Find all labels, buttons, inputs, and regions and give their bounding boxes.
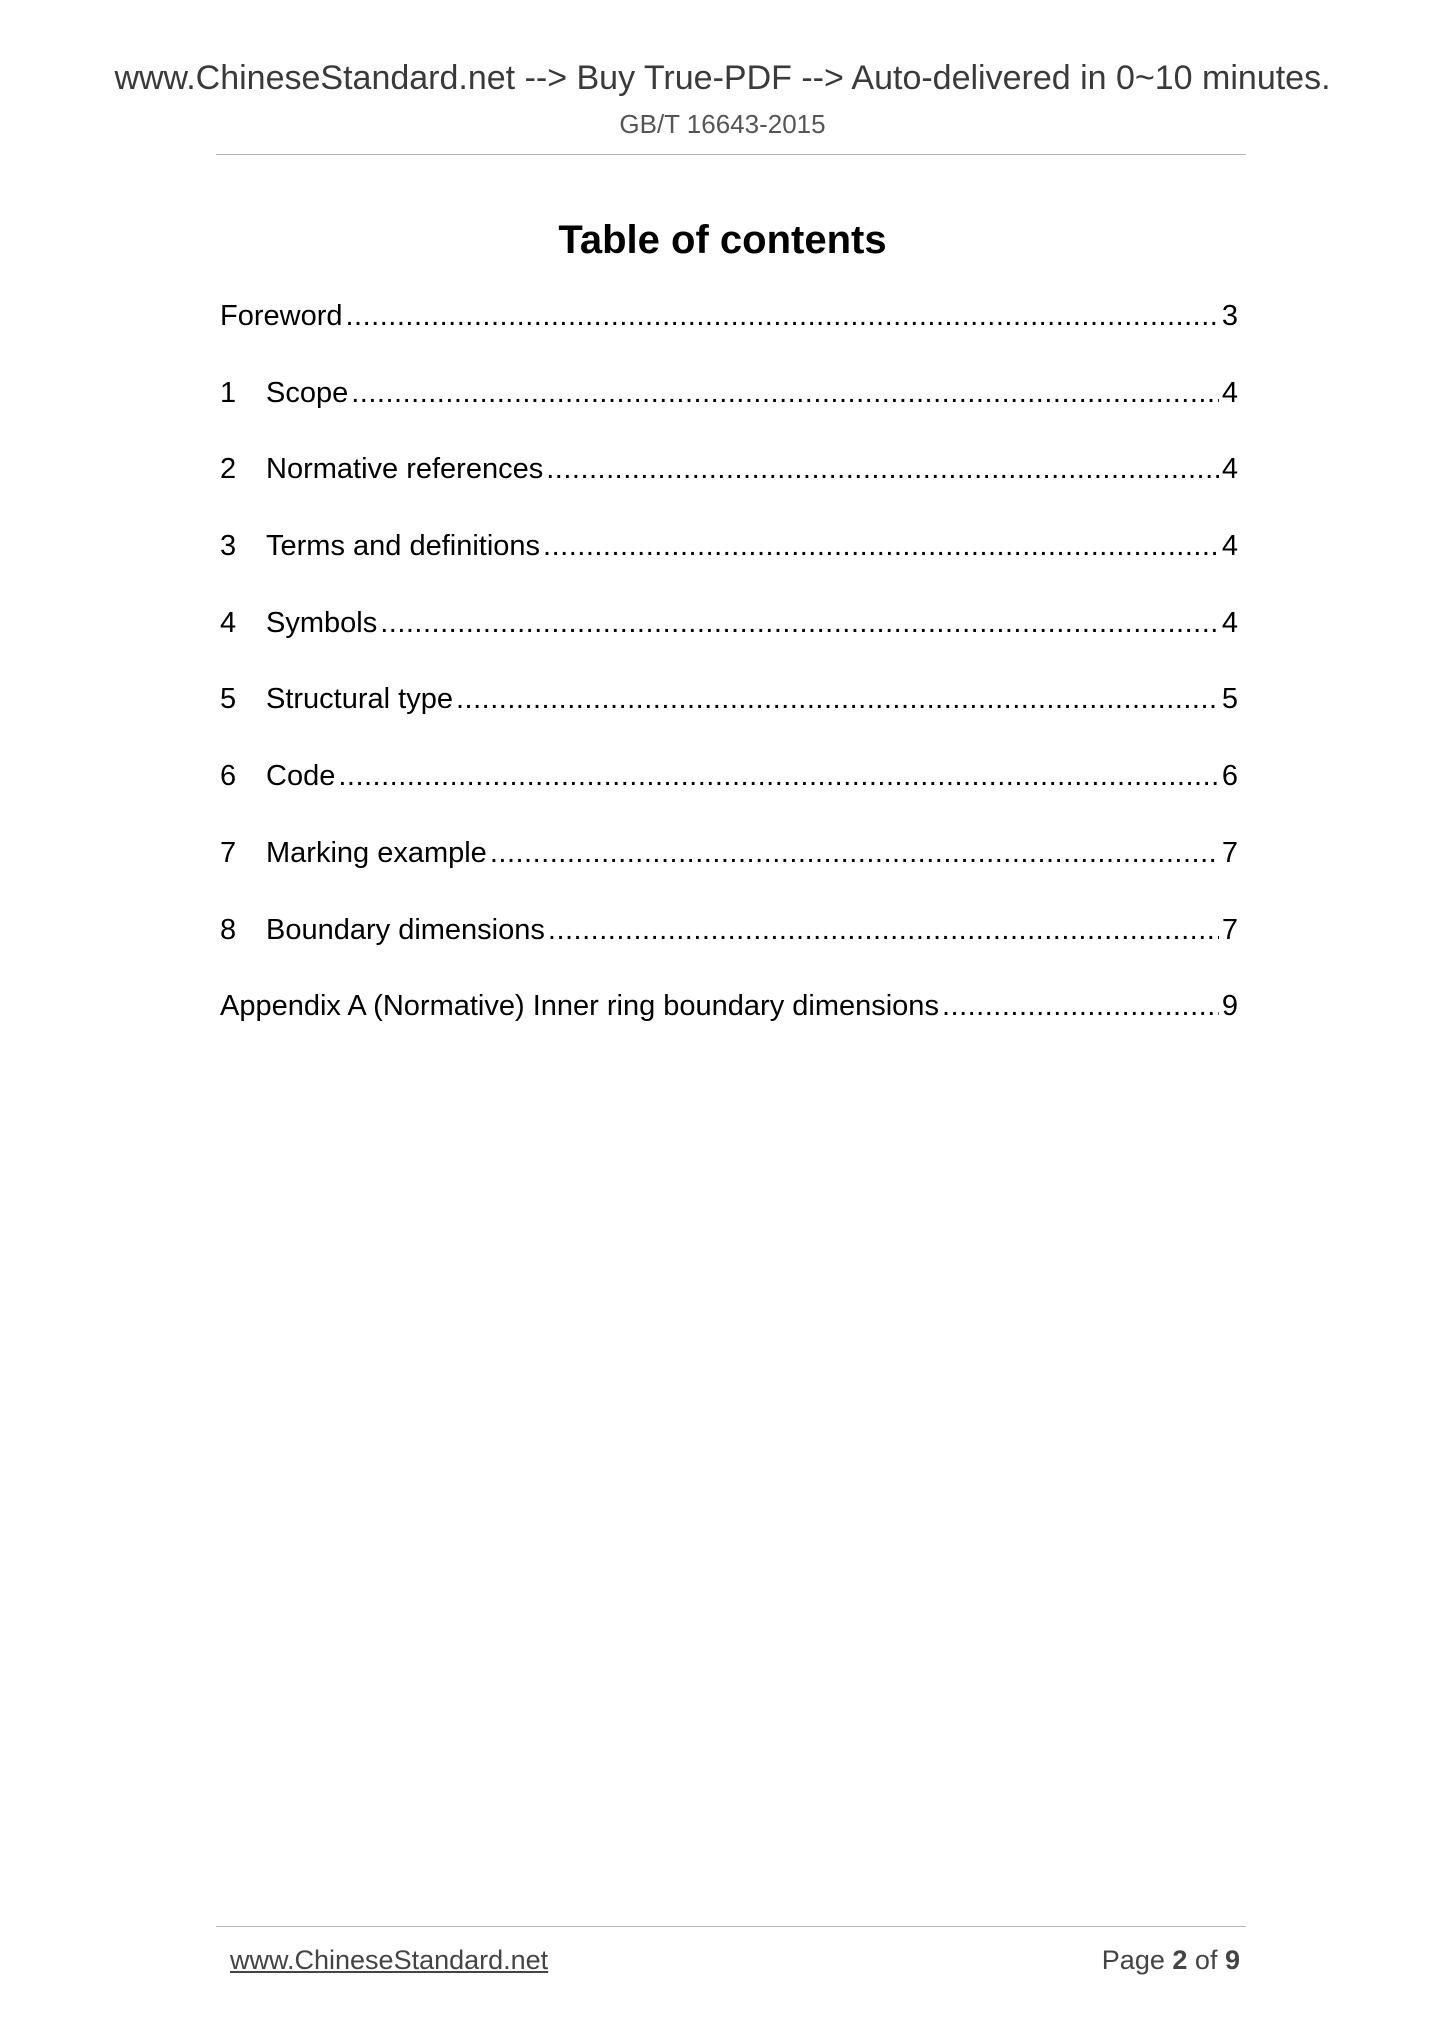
total-page-count: 9	[1224, 1945, 1240, 1975]
toc-entry-boundary-dimensions[interactable]	[220, 904, 1238, 981]
toc-entry-number: 4	[220, 606, 237, 639]
toc-entry-marking-example[interactable]	[220, 827, 1238, 904]
toc-entry-text: Foreword	[220, 300, 343, 332]
toc-entry-page: 7	[1221, 836, 1238, 869]
header-banner[interactable]: www.ChineseStandard.net --> Buy True-PDF --> Auto-delivered in 0~10 minutes.	[114, 59, 1331, 97]
toc-leader-dots	[338, 750, 1219, 802]
toc-entry-scope[interactable]	[220, 367, 1238, 444]
toc-entry-number: 3	[220, 530, 237, 563]
toc-leader-dots	[548, 904, 1219, 956]
toc-leader-dots	[346, 290, 1219, 342]
toc-leader-dots	[543, 520, 1219, 572]
page-label: Page	[1101, 1945, 1165, 1975]
toc-entry-page: 3	[1221, 300, 1238, 332]
toc-leader-dots	[456, 673, 1219, 725]
toc-entry-number: 1	[220, 376, 237, 409]
toc-leader-dots	[546, 443, 1219, 495]
toc-entry-terms-and-definitions[interactable]	[220, 520, 1238, 597]
toc-leader-dots	[380, 597, 1219, 649]
toc-entry-code[interactable]	[220, 750, 1238, 827]
toc-entry-appendix-a[interactable]	[220, 980, 1238, 1057]
toc-entry-page: 4	[1221, 376, 1238, 409]
toc-list	[220, 290, 1238, 1057]
toc-entry-text: Marking example	[266, 836, 487, 869]
standard-code: GB/T 16643-2015	[619, 109, 826, 139]
footer-divider	[216, 1926, 1246, 1927]
toc-leader-dots	[351, 367, 1219, 419]
toc-entry-page: 5	[1221, 683, 1238, 716]
toc-entry-foreword[interactable]	[220, 290, 1238, 367]
page-header	[0, 56, 1445, 144]
header-divider	[216, 154, 1246, 155]
toc-entry-text: Symbols	[266, 606, 378, 639]
page-of-label: of	[1194, 1945, 1218, 1975]
toc-leader-dots	[942, 980, 1219, 1032]
toc-entry-text: Scope	[266, 376, 349, 409]
current-page-number: 2	[1172, 1945, 1188, 1975]
toc-entry-page: 4	[1221, 606, 1238, 639]
toc-entry-text: Appendix A (Normative) Inner ring boundary dimensions	[220, 990, 939, 1023]
page-title: Table of contents	[558, 218, 887, 262]
toc-entry-page: 9	[1221, 990, 1238, 1023]
toc-entry-number: 2	[220, 453, 237, 486]
toc-entry-number: 8	[220, 913, 237, 946]
toc-entry-number: 7	[220, 836, 237, 869]
toc-entry-number: 6	[220, 760, 237, 793]
toc-leader-dots	[490, 827, 1219, 879]
footer-website-link[interactable]: www.ChineseStandard.net	[230, 1945, 549, 1975]
toc-entry-text: Normative references	[266, 453, 544, 486]
toc-entry-page: 4	[1221, 453, 1238, 486]
toc-entry-number: 5	[220, 683, 237, 716]
page-number	[1102, 1940, 1240, 1980]
toc-entry-text: Code	[266, 760, 336, 793]
toc-entry-text: Boundary dimensions	[266, 913, 545, 946]
toc-entry-page: 7	[1221, 913, 1238, 946]
page-footer	[230, 1940, 1240, 1980]
toc-entry-text: Structural type	[266, 683, 453, 716]
toc-entry-page: 6	[1221, 760, 1238, 793]
toc-entry-normative-references[interactable]	[220, 443, 1238, 520]
toc-entry-page: 4	[1221, 530, 1238, 563]
toc-entry-text: Terms and definitions	[266, 530, 541, 563]
toc-entry-symbols[interactable]	[220, 597, 1238, 674]
toc-entry-structural-type[interactable]	[220, 673, 1238, 750]
